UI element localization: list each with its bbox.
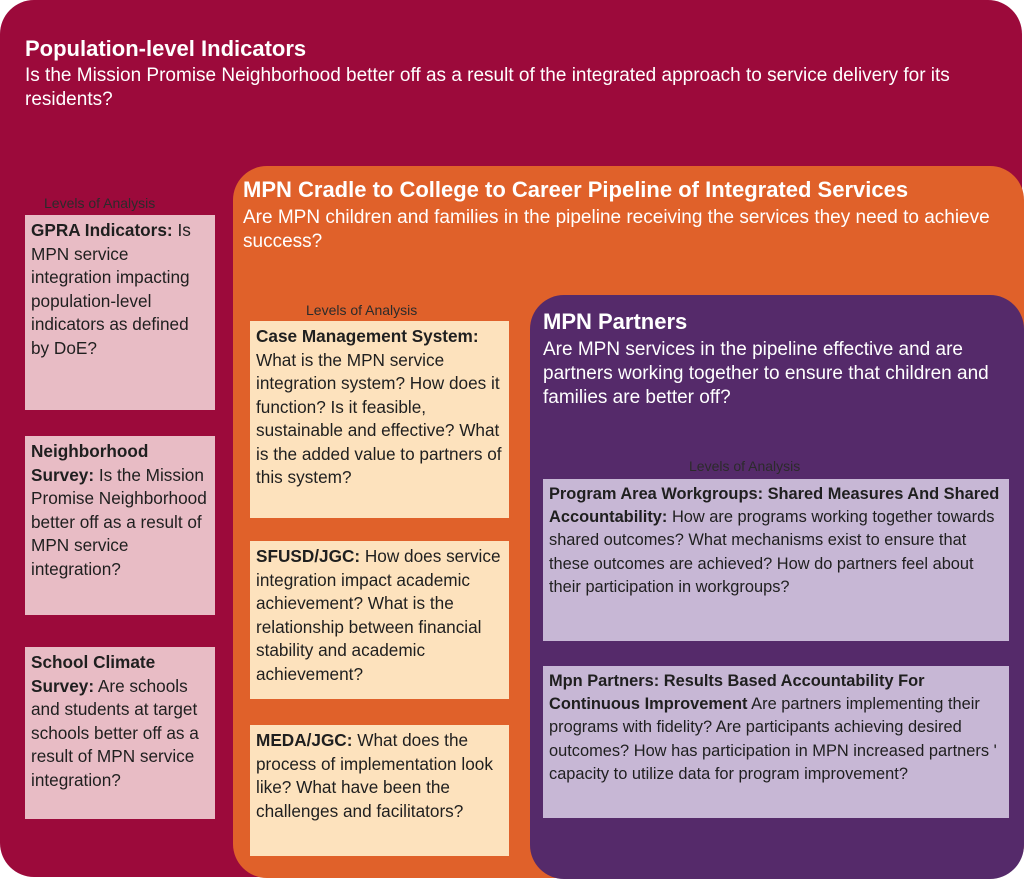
population-levels-label: Levels of Analysis (44, 195, 156, 211)
box-heading: SFUSD/JGC: (256, 546, 361, 566)
box-heading: Case Management System: (256, 326, 479, 346)
population-question: Is the Mission Promise Neighborhood better off as a result of the integrated approach to service delivery for its residents? (25, 65, 950, 110)
box-heading: GPRA Indicators: (31, 220, 173, 240)
box-text: Are partners implementing their programs with fidelity? Are participants achieving desired outcomes? How has participation in MPN increased partners ' capacity to utilize data for program improvement? (549, 695, 997, 783)
box-heading: Mpn Partners: Results Based Accountability For Continuous Improvement (549, 672, 925, 714)
box-text: What is the MPN service integration system? How does it function? Is it feasible, sustainable and effective? What is the added value to partners of this system? (256, 349, 502, 487)
box-text: Is the Mission Promise Neighborhood better off as a result of MPN service integration? (31, 464, 207, 579)
partners-title: MPN Partners (543, 309, 688, 334)
partners-levels-label: Levels of Analysis (689, 458, 801, 474)
results-based-accountability-box (543, 666, 1009, 818)
program-area-workgroups-box (543, 479, 1009, 641)
partners-question: Are MPN services in the pipeline effective and are partners working together to ensure that children and families are better off? (543, 339, 989, 408)
school-climate-survey-box (25, 647, 215, 819)
meda-jgc-box (250, 725, 509, 856)
case-management-box (250, 321, 509, 518)
box-text: What does the process of implementation look like? What have been the challenges and facilitators? (256, 730, 493, 821)
box-text: Is MPN service integration impacting population-level indicators as defined by DoE? (31, 220, 191, 358)
pipeline-levels-label: Levels of Analysis (306, 302, 418, 318)
box-heading: Neighborhood Survey: (31, 441, 149, 485)
box-heading: MEDA/JGC: (256, 730, 353, 750)
sfusd-jgc-box (250, 541, 509, 699)
box-heading: Program Area Workgroups: Shared Measures And Shared Accountability: (549, 485, 1000, 527)
population-title: Population-level Indicators (25, 36, 307, 61)
box-text: How are programs working together towards shared outcomes? What mechanisms exist to ensure that these outcomes are achieved? How do partners feel about their participation in workgroups? (549, 508, 995, 596)
pipeline-question: Are MPN children and families in the pipeline receiving the services they need to achieve success? (243, 207, 990, 252)
pipeline-title: MPN Cradle to College to Career Pipeline of Integrated Services (243, 177, 909, 202)
gpra-indicators-box (25, 215, 215, 410)
box-heading: School Climate Survey: (31, 652, 156, 696)
neighborhood-survey-box (25, 436, 215, 615)
box-text: How does service integration impact academic achievement? What is the relationship between financial stability and academic achievement? (256, 546, 501, 684)
box-text: Are schools and students at target schools better off as a result of MPN service integration? (31, 675, 199, 790)
